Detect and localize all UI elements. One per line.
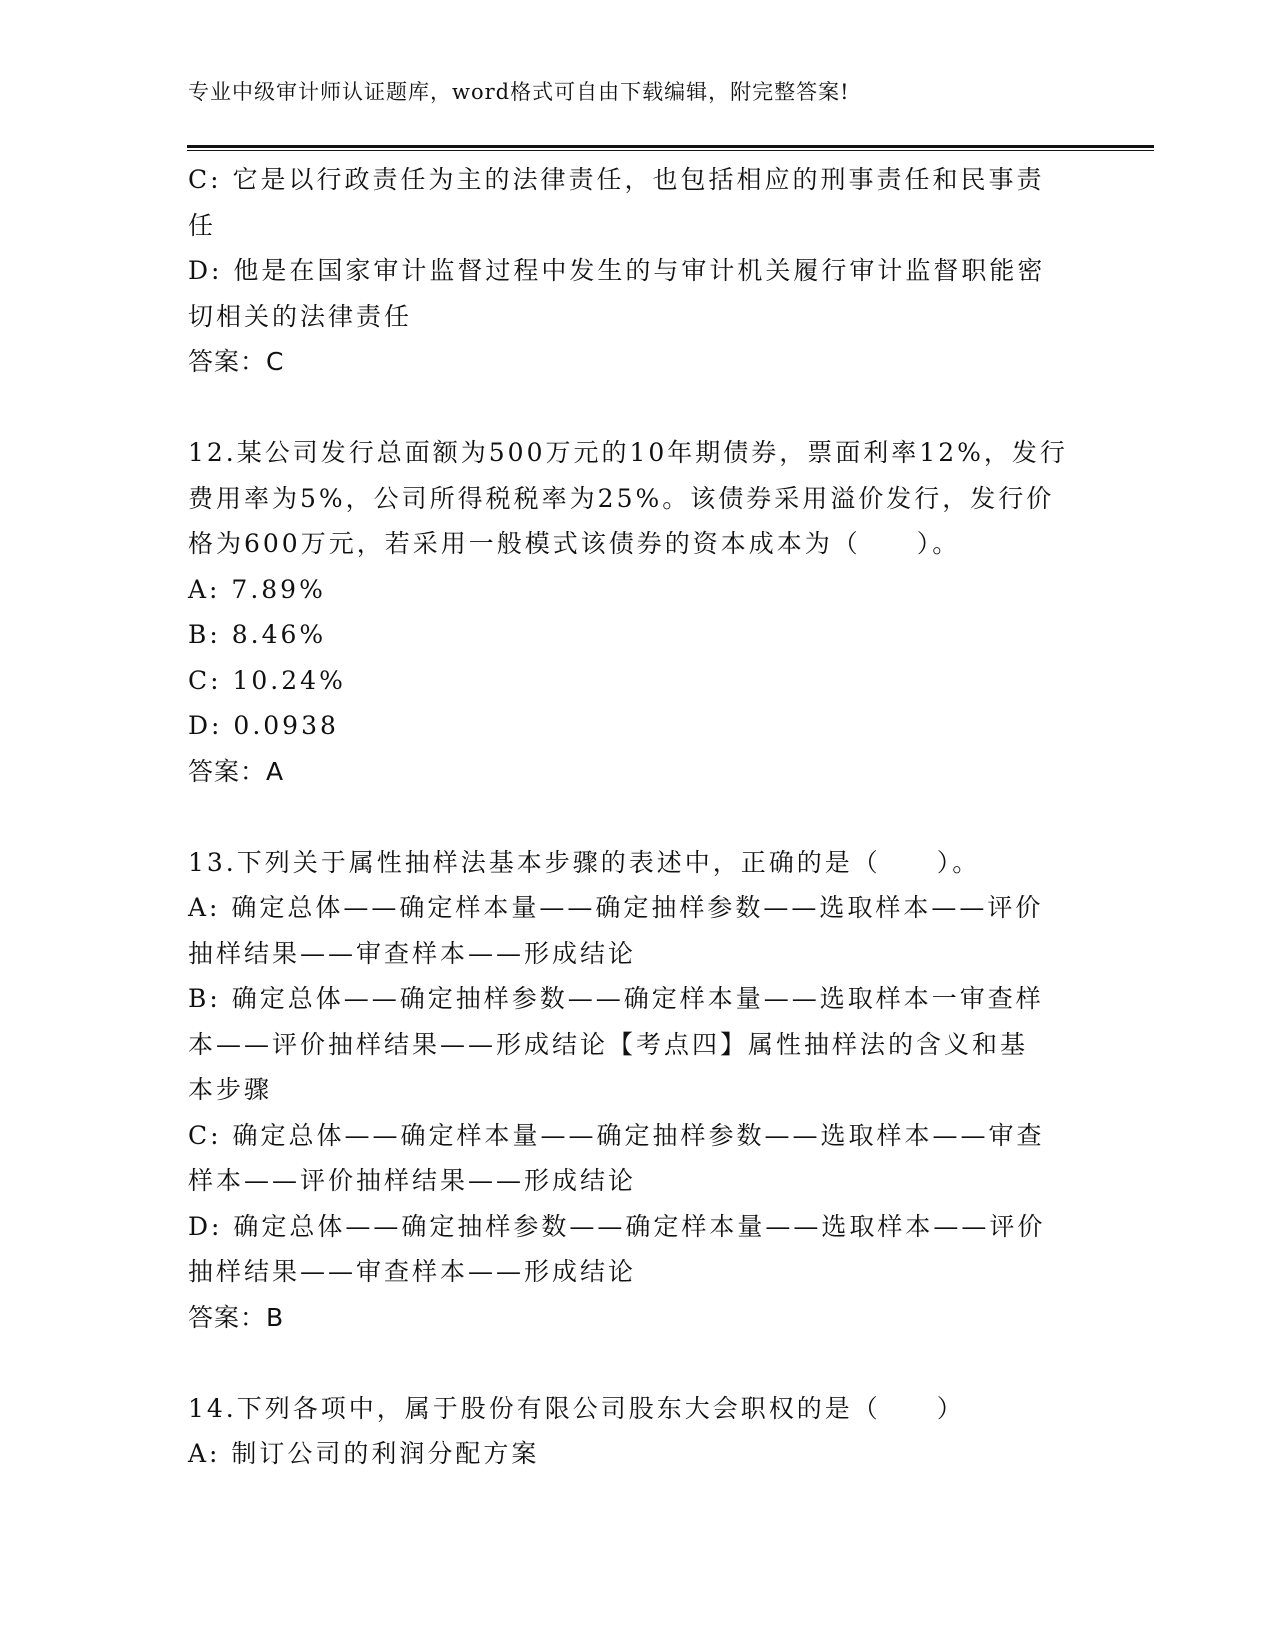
q12-stem-line2: 费用率为5%，公司所得税税率为25%。该债券采用溢价发行，发行价 — [188, 483, 1055, 513]
q12-option-a: A: 7.89% — [188, 574, 326, 604]
q13-option-b-line2: 本——评价抽样结果——形成结论【考点四】属性抽样法的含义和基 — [188, 1029, 1029, 1059]
q12-option-b: B: 8.46% — [188, 620, 327, 649]
q12-stem-line3: 格为600万元，若采用一般模式该债券的资本成本为（ ）。 — [188, 529, 961, 558]
q12-option-d: D: 0.0938 — [188, 711, 339, 740]
q11-option-d-line2: 切相关的法律责任 — [188, 301, 413, 331]
q13-option-b-line3: 本步骤 — [188, 1075, 273, 1104]
q14-option-a: A: 制订公司的利润分配方案 — [188, 1439, 540, 1468]
q12-option-c: C: 10.24% — [188, 665, 346, 695]
header-divider-thin — [187, 150, 1154, 151]
q13-option-a-line1: A: 确定总体——确定样本量——确定抽样参数——选取样本——评价 — [188, 893, 1044, 922]
q13-answer: 答案：B — [188, 1302, 285, 1332]
q11-option-c-line2: 任 — [188, 210, 217, 240]
q11-option-c-line1: C: 它是以行政责任为主的法律责任，也包括相应的刑事责任和民事责 — [188, 165, 1045, 194]
q14-stem: 14.下列各项中，属于股份有限公司股东大会职权的是（ ） — [188, 1393, 965, 1423]
q13-stem: 13.下列关于属性抽样法基本步骤的表述中，正确的是（ ）。 — [188, 847, 981, 877]
q13-option-d-line1: D: 确定总体——确定抽样参数——确定样本量——选取样本——评价 — [188, 1211, 1046, 1241]
page-header-text: 专业中级审计师认证题库，word格式可自由下载编辑，附完整答案! — [188, 80, 850, 104]
q13-option-c-line2: 样本——评价抽样结果——形成结论 — [188, 1166, 637, 1195]
q13-option-a-line2: 抽样结果——审查样本——形成结论 — [188, 938, 637, 968]
q13-option-d-line2: 抽样结果——审查样本——形成结论 — [188, 1257, 637, 1286]
q11-option-d-line1: D: 他是在国家审计监督过程中发生的与审计机关履行审计监督职能密 — [188, 256, 1046, 285]
q12-answer: 答案：A — [188, 756, 285, 786]
question-spacer — [188, 794, 1088, 840]
question-content — [188, 157, 1088, 1477]
q13-option-c-line1: C: 确定总体——确定样本量——确定抽样参数——选取样本——审查 — [188, 1120, 1045, 1150]
question-spacer — [188, 1340, 1088, 1386]
q13-option-b-line1: B: 确定总体——确定抽样参数——确定样本量——选取样本一审查样 — [188, 984, 1044, 1013]
question-spacer — [188, 385, 1088, 431]
q11-answer: 答案：C — [188, 347, 285, 376]
q12-stem-line1: 12.某公司发行总面额为500万元的10年期债券，票面利率12%，发行 — [188, 438, 1068, 467]
header-divider-thick — [187, 145, 1154, 148]
